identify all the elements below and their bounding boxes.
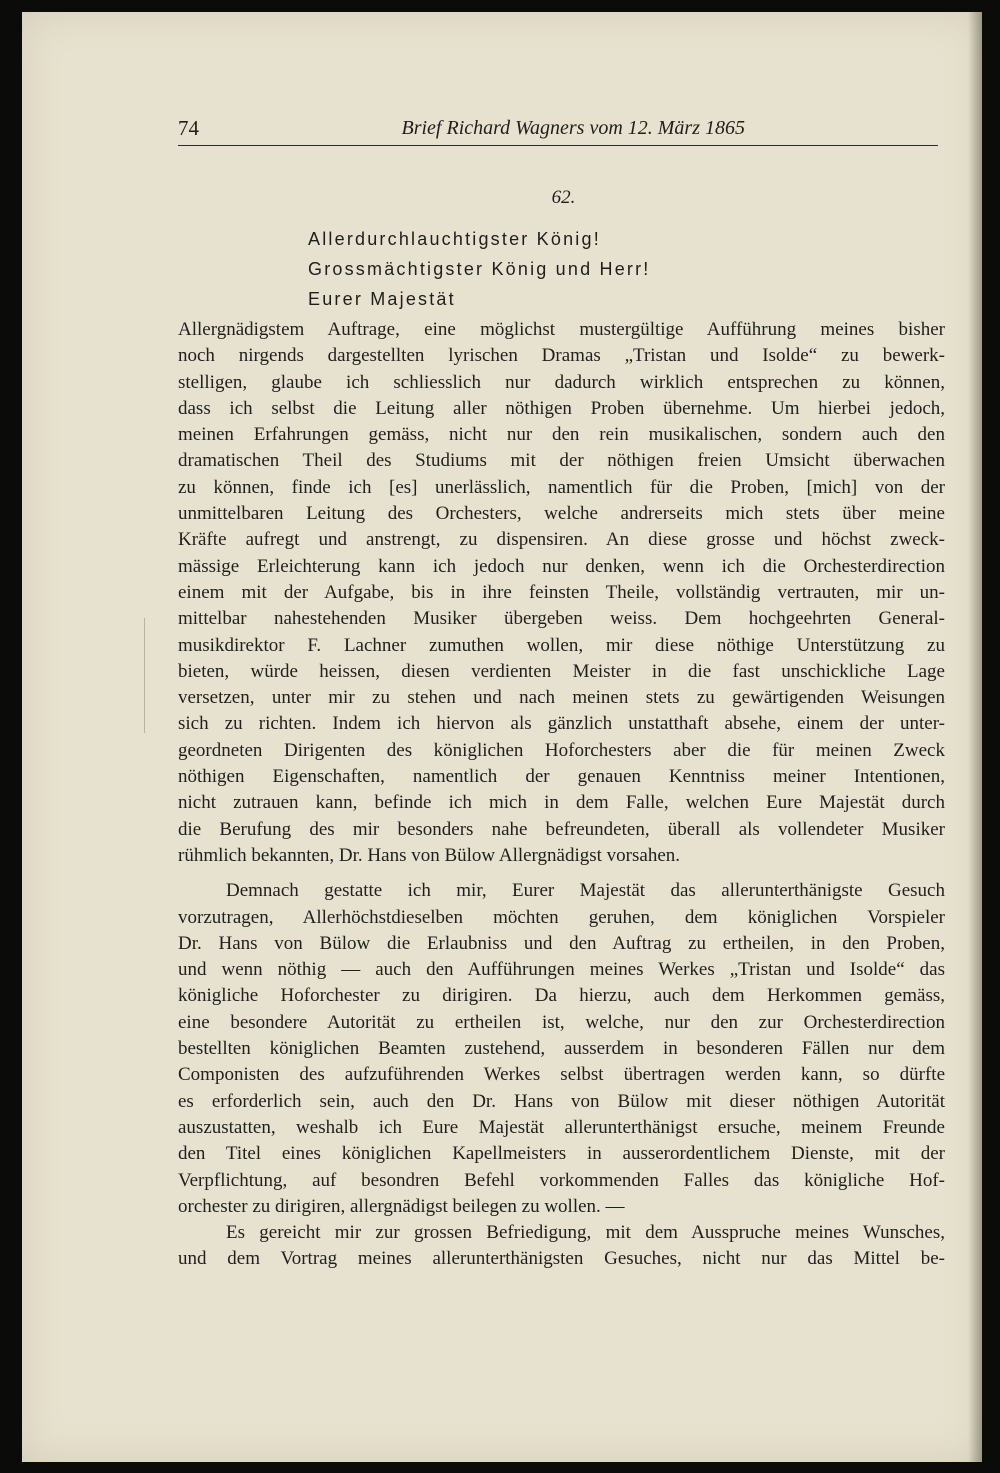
page-number: 74 <box>178 116 199 140</box>
salutation-line-2: Grossmächtigster König und Herr! <box>308 259 651 279</box>
text-line: nicht zutrauen kann, befinde ich mich in dem Falle, welchen Eure Majestät durch <box>178 792 945 814</box>
text-line: und dem Vortrag meines allerunterthänigsten Gesuches, nicht nur das Mittel be- <box>178 1248 945 1270</box>
book-page <box>22 12 982 1462</box>
text-line: Verpflichtung, auf besondren Befehl vorkommenden Falles das königliche Hof- <box>178 1169 945 1191</box>
text-line: dramatischen Theil des Studiums mit der nöthigen freien Umsicht überwachen <box>178 450 945 472</box>
text-line: meinen Erfahrungen gemäss, nicht nur den rein musikalischen, sondern auch den <box>178 424 945 446</box>
text-line: noch nirgends dargestellten lyrischen Dramas „Tristan und Isolde“ zu bewerk- <box>178 345 945 367</box>
text-line: die Berufung des mir besonders nahe befreundeten, überall als vollendeter Musiker <box>178 818 945 840</box>
text-line: Demnach gestatte ich mir, Eurer Majestät das allerunterthänigste Gesuch <box>226 880 945 902</box>
paragraph-3 <box>178 1220 945 1273</box>
text-line: nöthigen Eigenschaften, namentlich der genauen Kenntniss meiner Intentionen, <box>178 766 945 788</box>
text-line: eine besondere Autorität zu ertheilen ist, welche, nur den zur Orchesterdirection <box>178 1011 945 1033</box>
paragraph-2 <box>178 878 945 1220</box>
text-line: musikdirektor F. Lachner zumuthen wollen, mir diese nöthige Unterstützung zu <box>178 634 945 656</box>
text-line: es erforderlich sein, auch den Dr. Hans von Bülow mit dieser nöthigen Autorität <box>178 1090 945 1112</box>
text-line: und wenn nöthig — auch den Aufführungen meines Werkes „Tristan und Isolde“ das <box>178 959 945 981</box>
text-line: den Titel eines königlichen Kapellmeisters in ausserordentlichem Dienste, mit der <box>178 1143 945 1165</box>
text-line: rühmlich bekannten, Dr. Hans von Bülow Allergnädigst vorsahen. <box>178 844 681 866</box>
text-line: Dr. Hans von Bülow die Erlaubniss und den Auftrag zu ertheilen, in den Proben, <box>178 932 945 954</box>
salutation-line-3: Eurer Majestät <box>308 289 456 309</box>
salutation-line-1: Allerdurchlauchtigster König! <box>308 229 601 249</box>
text-line: mittelbar nahestehenden Musiker übergeben weiss. Dem hochgeehrten General- <box>178 608 945 630</box>
paragraph-gap <box>178 869 945 878</box>
text-line: dass ich selbst die Leitung aller nöthigen Proben übernehme. Um hierbei jedoch, <box>178 397 945 419</box>
text-line: bestellten königlichen Beamten zustehend, ausserdem in besonderen Fällen nur dem <box>178 1038 945 1060</box>
text-line: zu können, finde ich [es] unerlässlich, namentlich für die Proben, [mich] von der <box>178 476 945 498</box>
text-line: stelligen, glaube ich schliesslich nur dadurch wirklich entsprechen zu können, <box>178 371 945 393</box>
paragraph-1 <box>178 317 945 869</box>
text-line: versetzen, unter mir zu stehen und nach meinen stets zu gewärtigenden Weisungen <box>178 687 945 709</box>
text-line: sich zu richten. Indem ich hiervon als gänzlich unstatthaft absehe, einem der unter- <box>178 713 945 735</box>
text-line: Allergnädigstem Auftrage, eine möglichst mustergültige Aufführung meines bisher <box>178 319 945 340</box>
text-line: einem mit der Aufgabe, bis in ihre feinsten Theile, vollständig vertrauten, mir un- <box>178 581 945 603</box>
text-line: Es gereicht mir zur grossen Befriedigung, mit dem Ausspruche meines Wunsches, <box>226 1222 945 1244</box>
text-line: vorzutragen, Allerhöchstdieselben möchten geruhen, dem königlichen Vorspieler <box>178 906 945 928</box>
page-edge-shadow <box>968 12 982 1462</box>
text-line: geordneten Dirigenten des königlichen Hoforchesters aber die für meinen Zweck <box>178 739 945 761</box>
running-title: Brief Richard Wagners vom 12. März 1865 <box>401 117 745 139</box>
text-line: auszustatten, weshalb ich Eure Majestät allerunterthänigst ersuche, meinem Freunde <box>178 1116 945 1138</box>
text-line: orchester zu dirigiren, allergnädigst beilegen zu wollen. — <box>178 1195 625 1217</box>
letter-body <box>178 317 945 1273</box>
text-line: mässige Erleichterung kann ich jedoch nur denken, wenn ich die Orchesterdirection <box>178 555 945 577</box>
letter-number: 62. <box>551 187 576 208</box>
margin-mark <box>144 618 145 733</box>
text-line: Kräfte aufregt und anstrengt, zu dispensiren. An diese grosse und höchst zweck- <box>178 529 945 551</box>
text-line: königliche Hoforchester zu dirigiren. Da hierzu, auch dem Herkommen gemäss, <box>178 985 945 1007</box>
text-line: bieten, würde heissen, diesen verdienten Meister in die fast unschickliche Lage <box>178 660 945 682</box>
text-line: Componisten des aufzuführenden Werkes selbst übertragen werden kann, so dürfte <box>178 1064 945 1086</box>
text-line: unmittelbaren Leitung des Orchesters, welche andrerseits mich stets über meine <box>178 503 945 525</box>
page-header <box>178 115 938 146</box>
